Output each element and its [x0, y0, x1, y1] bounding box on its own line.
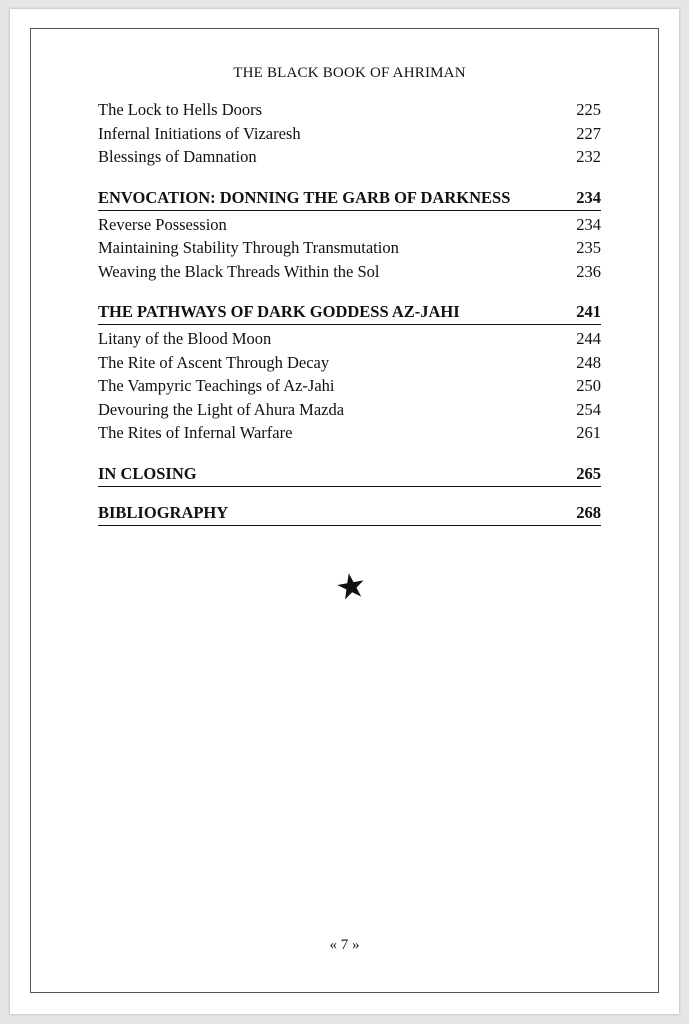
- toc-entry-page: 235: [576, 238, 601, 257]
- toc-entry[interactable]: [98, 374, 601, 398]
- toc-entry[interactable]: [98, 98, 601, 122]
- toc-entry-page: 232: [576, 147, 601, 166]
- toc-entry-title: Maintaining Stability Through Transmutation: [98, 238, 399, 257]
- toc-entry-page: 234: [576, 214, 601, 234]
- toc-entry[interactable]: [98, 213, 601, 237]
- toc-entry-page: 254: [576, 399, 601, 419]
- toc-section-page: 265: [576, 463, 601, 483]
- toc-entry-title: The Vampyric Teachings of Az-Jahi: [98, 376, 335, 395]
- toc-entry-page: 227: [576, 123, 601, 143]
- toc-entry-page: 225: [576, 100, 601, 119]
- toc-section-title: THE PATHWAYS OF DARK GODDESS AZ-JAHI: [98, 302, 460, 321]
- pentagram-star-icon: [336, 571, 366, 601]
- toc-entry-title: Infernal Initiations of Vizaresh: [98, 123, 301, 143]
- toc-entry-title: The Rite of Ascent Through Decay: [98, 352, 330, 372]
- toc-entry[interactable]: [98, 421, 601, 445]
- toc-entry-title: The Lock to Hells Doors: [98, 100, 263, 119]
- table-of-contents: [98, 63, 601, 528]
- toc-section-title: IN CLOSING: [98, 463, 197, 483]
- toc-entry-title: Blessings of Damnation: [98, 147, 257, 166]
- toc-section-title: BIBLIOGRAPHY: [98, 502, 229, 522]
- page-number-folio: « 7 »: [329, 937, 360, 953]
- toc-section-heading[interactable]: [98, 185, 601, 211]
- toc-section-heading[interactable]: [98, 299, 601, 325]
- toc-entry[interactable]: [98, 122, 601, 146]
- toc-entry[interactable]: [98, 236, 601, 260]
- toc-section-heading[interactable]: [98, 500, 601, 526]
- toc-entry-title: Litany of the Blood Moon: [98, 329, 272, 348]
- toc-section-title: ENVOCATION: DONNING THE GARB OF DARKNESS: [98, 187, 511, 207]
- toc-entry-page: 250: [576, 376, 601, 395]
- toc-entry-page: 244: [576, 329, 601, 348]
- toc-entry-title: Reverse Possession: [98, 214, 227, 234]
- document-page: [10, 9, 679, 1014]
- toc-entry-title: The Rites of Infernal Warfare: [98, 423, 293, 442]
- toc-entry-page: 261: [576, 423, 601, 442]
- toc-entry[interactable]: [98, 260, 601, 284]
- toc-entry-title: Devouring the Light of Ahura Mazda: [98, 399, 345, 419]
- toc-section-page: 268: [576, 502, 601, 522]
- toc-entry[interactable]: [98, 398, 601, 422]
- toc-section-page: 241: [576, 302, 601, 321]
- toc-section-page: 234: [576, 187, 601, 207]
- toc-entry[interactable]: [98, 145, 601, 169]
- running-header: THE BLACK BOOK OF AHRIMAN: [233, 65, 466, 81]
- toc-entry[interactable]: [98, 327, 601, 351]
- toc-entry-page: 248: [576, 352, 601, 372]
- toc-section-heading[interactable]: [98, 461, 601, 487]
- toc-entry-title: Weaving the Black Threads Within the Sol: [98, 261, 380, 281]
- toc-entry[interactable]: [98, 351, 601, 375]
- toc-entry-page: 236: [576, 261, 601, 281]
